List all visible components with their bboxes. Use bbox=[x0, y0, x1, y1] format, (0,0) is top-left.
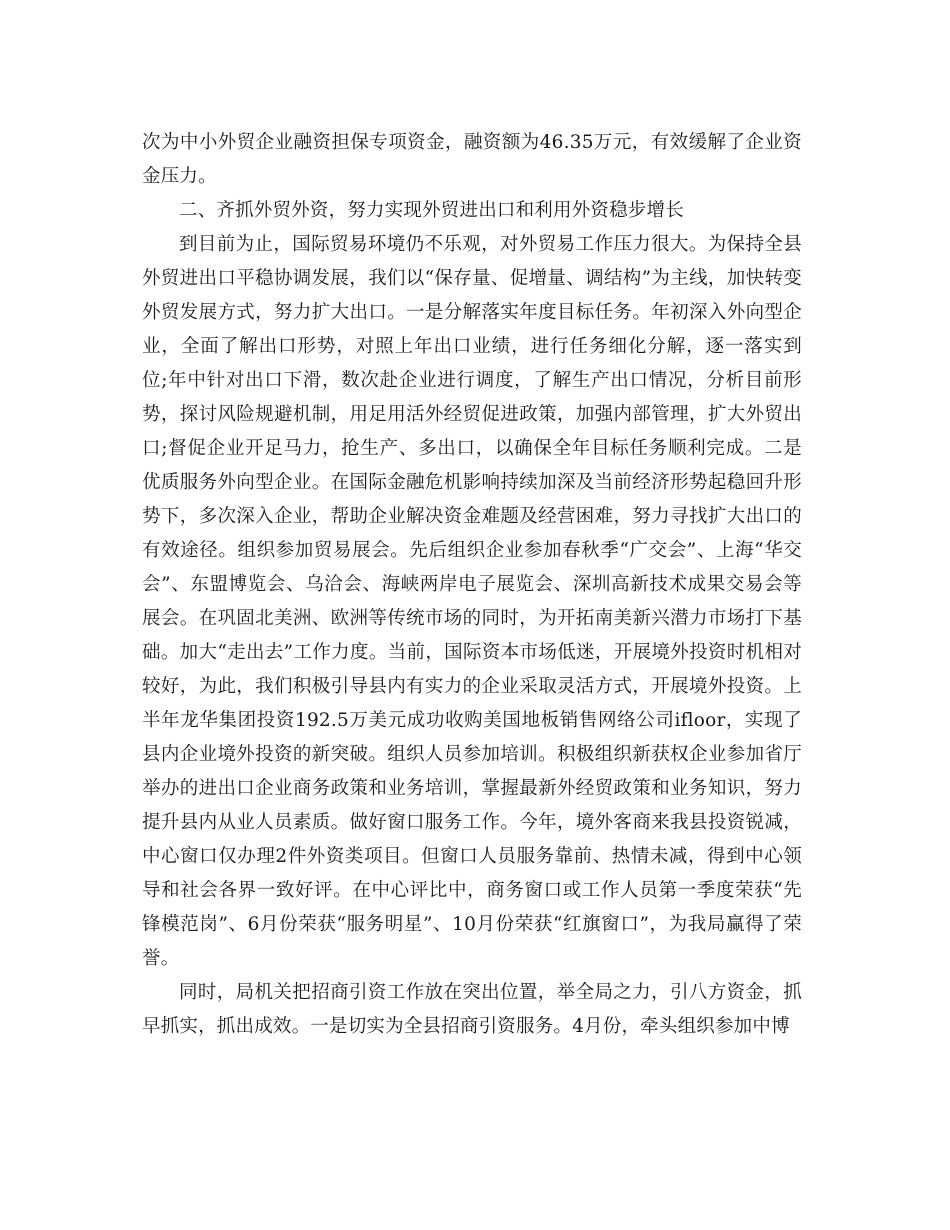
paragraph-investment: 同时，局机关把招商引资工作放在突出位置，举全局之力，引八方资金，抓早抓实，抓出成效。一是切实为全县招商引资服务。4月份，牵头组织参加中博 bbox=[142, 982, 802, 1037]
paragraph-continuation: 次为中小外贸企业融资担保专项资金，融资额为46.35万元，有效缓解了企业资金压力。 bbox=[142, 132, 802, 187]
paragraph-main: 到目前为止，国际贸易环境仍不乐观，对外贸易工作压力很大。为保持全县外贸进出口平稳协调发展，我们以“保存量、促增量、调结构”为主线，加快转变外贸发展方式，努力扩大出口。一是分解落实年度目标任务。年初深入外向型企业，全面了解出口形势，对照上年出口业绩，进行任务细化分解，逐一落实到位;年中针对出口下滑，数次赴企业进行调度，了解生产出口情况，分析目前形势，探讨风险规避机制，用足用活外经贸促进政策，加强内部管理，扩大外贸出口;督促企业开足马力，抢生产、多出口，以确保全年目标任务顺利完成。二是优质服务外向型企业。在国际金融危机影响持续加深及当前经济形势起稳回升形势下，多次深入企业，帮助企业解决资金难题及经营困难，努力寻找扩大出口的有效途径。组织参加贸易展会。先后组织企业参加春秋季“广交会”、上海“华交会”、东盟博览会、乌洽会、海峡两岸电子展览会、深圳高新技术成果交易会等展会。在巩固北美洲、欧洲等传统市场的同时，为开拓南美新兴潜力市场打下基础。加大“走出去”工作力度。当前，国际资本市场低迷，开展境外投资时机相对较好，为此，我们积极引导县内有实力的企业采取灵活方式，开展境外投资。上半年龙华集团投资192.5万美元成功收购美国地板销售网络公司ifloor，实现了县内企业境外投资的新突破。组织人员参加培训。积极组织新获权企业参加省厅举办的进出口企业商务政策和业务培训，掌握最新外经贸政策和业务知识，努力提升县内从业人员素质。做好窗口服务工作。今年，境外客商来我县投资锐减，中心窗口仅办理2件外资类项目。但窗口人员服务靠前、热情未减，得到中心领导和社会各界一致好评。在中心评比中，商务窗口或工作人员第一季度荣获“先锋模范岗”、6月份荣获“服务明星”、10月份荣获“红旗窗口”，为我局赢得了荣誉。 bbox=[142, 234, 802, 969]
section-heading: 二、齐抓外贸外资，努力实现外贸进出口和利用外资稳步增长 bbox=[179, 200, 684, 221]
document-body bbox=[142, 126, 802, 1044]
